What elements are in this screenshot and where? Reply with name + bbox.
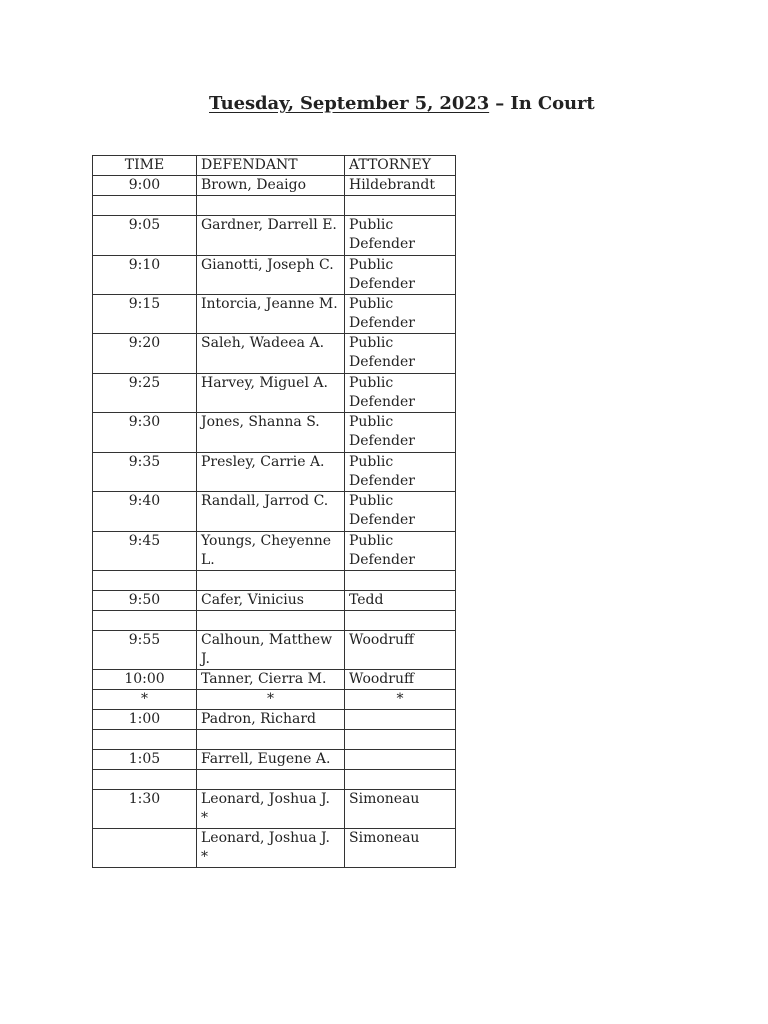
defendant-cell: Gardner, Darrell E. xyxy=(197,216,345,256)
time-cell: 9:15 xyxy=(93,295,197,334)
defendant-cell: Calhoun, Matthew J. xyxy=(197,631,345,670)
time-cell xyxy=(93,770,197,790)
table-row xyxy=(93,256,456,295)
attorney-cell: Public Defender xyxy=(345,295,456,334)
header-row xyxy=(93,156,456,176)
table-row xyxy=(93,770,456,790)
defendant-cell: Cafer, Vinicius xyxy=(197,591,345,611)
time-cell: 9:55 xyxy=(93,631,197,670)
time-cell: 9:50 xyxy=(93,591,197,611)
table-row xyxy=(93,492,456,532)
attorney-cell xyxy=(345,196,456,216)
attorney-cell xyxy=(345,571,456,591)
title-suffix: – In Court xyxy=(489,93,595,114)
attorney-cell xyxy=(345,750,456,770)
attorney-cell: Woodruff xyxy=(345,670,456,690)
attorney-cell: Public Defender xyxy=(345,256,456,295)
time-cell: 1:30 xyxy=(93,790,197,829)
attorney-cell xyxy=(345,710,456,730)
header-attorney: ATTORNEY xyxy=(345,156,456,176)
attorney-cell xyxy=(345,730,456,750)
table-row xyxy=(93,196,456,216)
defendant-cell: Leonard, Joshua J. * xyxy=(197,829,345,868)
defendant-cell: Saleh, Wadeea A. xyxy=(197,334,345,374)
attorney-cell: * xyxy=(345,690,456,710)
time-cell: 9:20 xyxy=(93,334,197,374)
attorney-cell xyxy=(345,611,456,631)
header-time: TIME xyxy=(93,156,197,176)
attorney-cell: Public Defender xyxy=(345,413,456,453)
time-cell: 10:00 xyxy=(93,670,197,690)
defendant-cell: Presley, Carrie A. xyxy=(197,453,345,492)
defendant-cell: Gianotti, Joseph C. xyxy=(197,256,345,295)
defendant-cell xyxy=(197,196,345,216)
attorney-cell: Public Defender xyxy=(345,334,456,374)
attorney-cell: Simoneau xyxy=(345,829,456,868)
time-cell: 1:05 xyxy=(93,750,197,770)
attorney-cell: Public Defender xyxy=(345,532,456,571)
defendant-cell: Jones, Shanna S. xyxy=(197,413,345,453)
header-defendant: DEFENDANT xyxy=(197,156,345,176)
attorney-cell: Public Defender xyxy=(345,216,456,256)
time-cell: 9:05 xyxy=(93,216,197,256)
time-cell: 9:00 xyxy=(93,176,197,196)
time-cell: 1:00 xyxy=(93,710,197,730)
table-row xyxy=(93,413,456,453)
defendant-cell: Padron, Richard xyxy=(197,710,345,730)
table-row xyxy=(93,690,456,710)
table-row xyxy=(93,453,456,492)
defendant-cell xyxy=(197,770,345,790)
table-row xyxy=(93,730,456,750)
table-row xyxy=(93,216,456,256)
time-cell: 9:40 xyxy=(93,492,197,532)
table-row xyxy=(93,532,456,571)
table-row xyxy=(93,829,456,868)
defendant-cell: Tanner, Cierra M. xyxy=(197,670,345,690)
defendant-cell: Brown, Deaigo xyxy=(197,176,345,196)
attorney-cell: Simoneau xyxy=(345,790,456,829)
table-row xyxy=(93,790,456,829)
time-cell: 9:30 xyxy=(93,413,197,453)
time-cell: * xyxy=(93,690,197,710)
table-row xyxy=(93,710,456,730)
title-date: Tuesday, September 5, 2023 xyxy=(209,93,490,114)
time-cell xyxy=(93,196,197,216)
table-row xyxy=(93,295,456,334)
table-row xyxy=(93,334,456,374)
defendant-cell xyxy=(197,730,345,750)
defendant-cell: Youngs, Cheyenne L. xyxy=(197,532,345,571)
defendant-cell: Leonard, Joshua J. * xyxy=(197,790,345,829)
defendant-cell xyxy=(197,571,345,591)
attorney-cell: Public Defender xyxy=(345,374,456,413)
table-row xyxy=(93,631,456,670)
time-cell xyxy=(93,611,197,631)
time-cell xyxy=(93,730,197,750)
attorney-cell xyxy=(345,770,456,790)
defendant-cell: * xyxy=(197,690,345,710)
attorney-cell: Public Defender xyxy=(345,492,456,532)
table-row xyxy=(93,374,456,413)
defendant-cell: Harvey, Miguel A. xyxy=(197,374,345,413)
defendant-cell: Farrell, Eugene A. xyxy=(197,750,345,770)
table-row xyxy=(93,571,456,591)
attorney-cell: Woodruff xyxy=(345,631,456,670)
time-cell xyxy=(93,571,197,591)
time-cell: 9:10 xyxy=(93,256,197,295)
attorney-cell: Public Defender xyxy=(345,453,456,492)
table-row xyxy=(93,176,456,196)
time-cell: 9:35 xyxy=(93,453,197,492)
time-cell: 9:45 xyxy=(93,532,197,571)
table-row xyxy=(93,591,456,611)
table-row xyxy=(93,670,456,690)
attorney-cell: Tedd xyxy=(345,591,456,611)
time-cell xyxy=(93,829,197,868)
defendant-cell xyxy=(197,611,345,631)
time-cell: 9:25 xyxy=(93,374,197,413)
table-row xyxy=(93,611,456,631)
page-title xyxy=(209,93,595,114)
table-row xyxy=(93,750,456,770)
defendant-cell: Intorcia, Jeanne M. xyxy=(197,295,345,334)
court-schedule-table xyxy=(92,155,456,868)
attorney-cell: Hildebrandt xyxy=(345,176,456,196)
defendant-cell: Randall, Jarrod C. xyxy=(197,492,345,532)
